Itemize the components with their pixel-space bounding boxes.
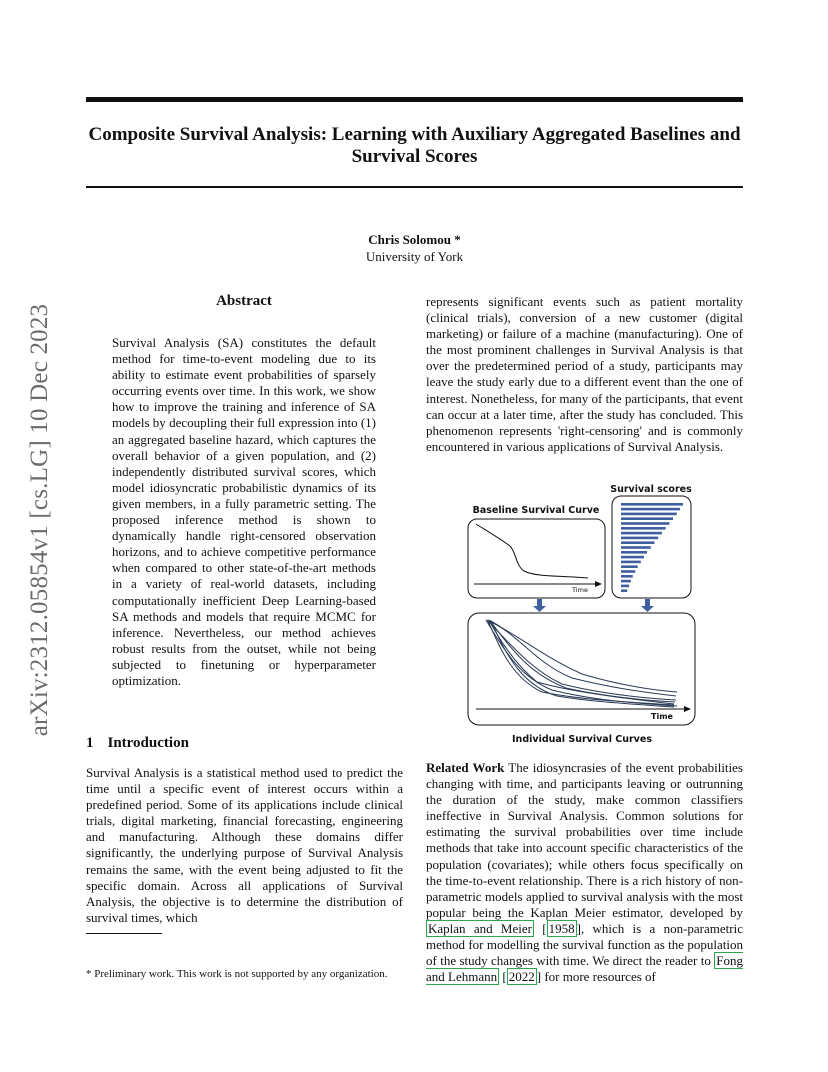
paper-title: Composite Survival Analysis: Learning with Auxiliary Aggregated Baselines and Survival Scores xyxy=(88,124,741,167)
author-name: Chris Solomou * xyxy=(368,232,461,247)
footnote: * Preliminary work. This work is not supported by any organization. xyxy=(86,968,388,980)
score-bar xyxy=(621,503,683,506)
section-number: 1 xyxy=(86,735,94,751)
related-work-text: The idiosyncrasies of the event probabilities changing with time, and participants leaving or outrunning the duration of the study, make common classifiers ineffective in Survival Analysis. Common solutions for estimating the survival probabilities over time include methods that take into account specific characteristics of the population (covariates); while others focus specifically on the time-to-event relationship. There is a rich history of non-parametric models applied to survival analysis with the most popular being the Kaplan Meier estimator, developed by xyxy=(426,760,743,920)
top-rule xyxy=(86,97,743,102)
related-work-text: , which is a non-parametric method for modelling the survival function as the population of the study changes with time. We direct the reader to xyxy=(426,920,743,969)
score-bar xyxy=(621,556,644,559)
footnote-rule xyxy=(86,933,162,934)
baseline-label: Baseline Survival Curve xyxy=(472,505,600,516)
abstract-heading: Abstract xyxy=(216,293,272,309)
title-rule xyxy=(86,186,743,188)
score-bar xyxy=(621,532,662,535)
score-bar xyxy=(621,541,655,544)
score-bar xyxy=(621,561,641,564)
score-bar xyxy=(621,508,680,511)
score-bar xyxy=(621,551,647,554)
citation-link[interactable]: Fong and Lehmann xyxy=(426,953,743,985)
score-bar xyxy=(621,537,658,540)
score-bar xyxy=(621,570,635,573)
score-bar xyxy=(621,522,669,525)
score-bar xyxy=(621,575,633,578)
right-column-text: represents significant events such as patient mortality (clinical trials), conversion of a new customer (digital marketing) or failure of a machine (manufacturing). One of the most prominent challenges in Survival Analysis is that over the predetermined period of a study, participants may leave the study early due to a different event than the one of interest. Nonetheless, for many of the participants, that event can occur at a later time, after the study has concluded. This phenomenon represents 'right-censoring' and is commonly encountered in various applications of Survival Analysis. xyxy=(426,294,743,454)
score-bar xyxy=(621,546,651,549)
individual-time-label: Time xyxy=(651,712,673,721)
score-bar xyxy=(621,513,677,516)
survival-scores-label: Survival scores xyxy=(610,484,692,495)
related-work-heading: Related Work xyxy=(426,760,505,775)
citation-link[interactable]: Kaplan and Meier xyxy=(428,920,532,936)
score-bar xyxy=(621,527,666,530)
citation-year-link[interactable]: 2022 xyxy=(508,969,535,985)
individual-box xyxy=(468,613,695,725)
score-bar xyxy=(621,565,638,568)
baseline-down-arrow xyxy=(533,599,546,612)
citation-year-link[interactable]: 1958 xyxy=(548,920,575,936)
introduction-text: Survival Analysis is a statistical method used to predict the time until a specific event of interest occurs within a predefined period. Some of its applications include clinical trials, digital marketing, financial forecasting, engineering and manufacturing. Although these domains differ significantly, the underlying purpose of Survival Analysis remains the same, with the event being adjusted to fit the specific domain. Across all applications of Survival Analysis, the objective is to determine the distribution of survival times, which xyxy=(86,765,403,925)
related-work-text: for more resources of xyxy=(541,969,656,985)
individual-label: Individual Survival Curves xyxy=(512,734,652,745)
section-heading xyxy=(86,735,189,752)
related-work-paragraph: Related Work The idiosyncrasies of the event probabilities changing with time, and participants leaving or outrunning the duration of the study, make common classifiers ineffective in Survival Analysis. Common solutions for estimating the survival probabilities over time include methods that take into account specific characteristics of the population (covariates); while others focus specifically on the time-to-event relationship. There is a rich history of non-parametric models applied to survival analysis with the most popular being the Kaplan Meier estimator, developed by Kaplan and Meier [ 1958 ], which is a non-parametric method for modelling the survival function as the population of the study changes with time. We direct the reader to Fong and Lehmann [ 2022 ] for more resources of xyxy=(426,760,743,985)
author-block xyxy=(86,231,743,265)
survival-figure xyxy=(462,478,702,748)
score-bar xyxy=(621,580,631,583)
baseline-time-label: Time xyxy=(572,586,588,594)
scores-down-arrow xyxy=(641,599,654,612)
score-bar xyxy=(621,589,627,592)
arxiv-id: arXiv:2312.05854v1 [cs.LG] 10 Dec 2023 xyxy=(26,303,53,737)
score-bar xyxy=(621,585,629,588)
section-title: Introduction xyxy=(107,735,189,751)
author-affiliation: University of York xyxy=(365,249,464,264)
abstract-text: Survival Analysis (SA) constitutes the default method for time-to-event modeling due to its ability to estimate event probabilities of sparsely occurring events over time. In this work, we show how to improve the training and inference of SA models by decoupling their full expression into (1) an aggregated baseline hazard, which captures the overall behavior of a given population, and (2) independently distributed survival scores, which model idiosyncratic probabilistic dynamics of its given members, in a fully parametric setting. The proposed inference method is shown to dynamically handle right-censored observation horizons, and to achieve competitive performance when compared to other state-of-the-art methods in a variety of real-world datasets, including computationally inefficient Deep Learning-based SA methods and models that require MCMC for inference. Nevertheless, our method achieves robust results from the outset, while not being subjected to finetuning or hyperparameter optimization. xyxy=(112,335,376,688)
score-bar xyxy=(621,517,673,520)
arxiv-stamp xyxy=(20,280,60,760)
